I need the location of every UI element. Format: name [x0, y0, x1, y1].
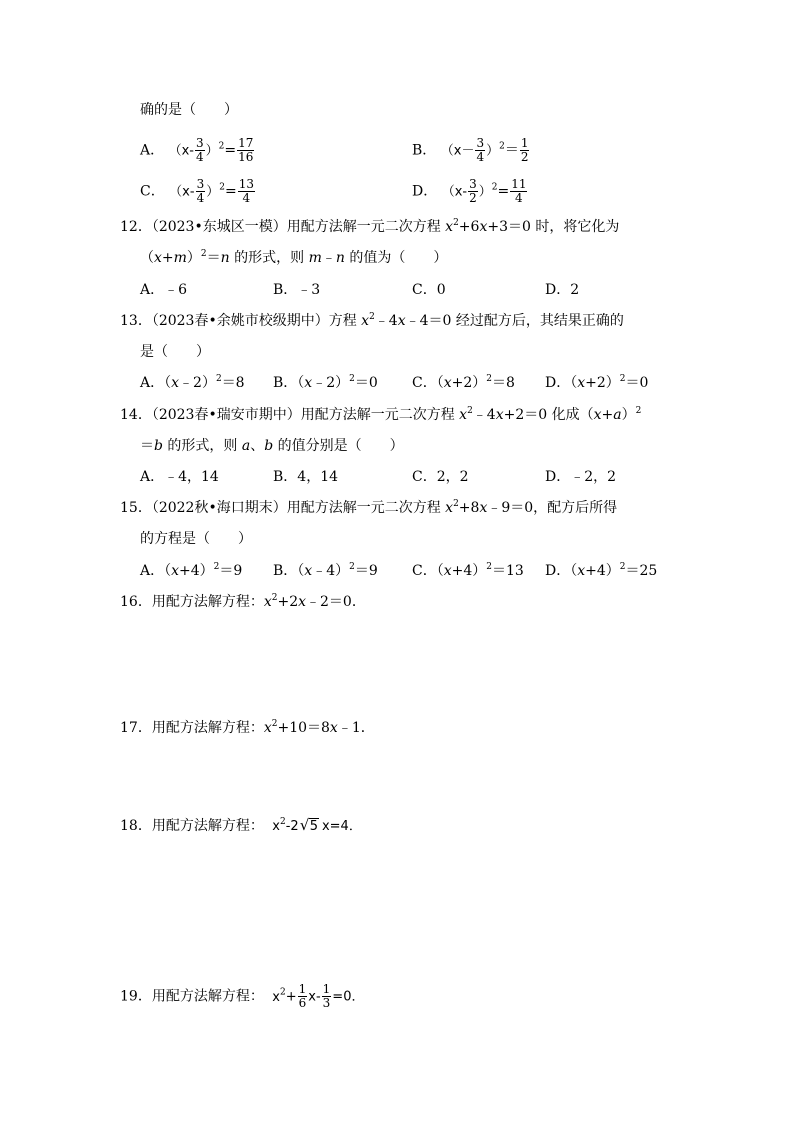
- square-root: √ 5: [299, 816, 318, 834]
- q15-stem-line2: 的方程是（ ）: [140, 531, 252, 547]
- option-label: D．: [412, 183, 438, 200]
- fraction: $\frac{3}{4}$: [196, 177, 205, 205]
- q11-option-d[interactable]: D． （x- $\frac{3}{2}$ ）$^2$= $\frac{11}{4}$: [412, 177, 527, 205]
- q11-option-c[interactable]: C． （x- $\frac{3}{4}$ ）$^2$= $\frac{13}{4}$: [140, 177, 254, 205]
- q13-option-a[interactable]: A．（x﹣2）$^2$＝8: [140, 374, 245, 391]
- q15-stem-line1: 15．（2022秋•海口期末）用配方法解一元二次方程 $x^2+8x﹣9=0$，配方后所得: [120, 499, 618, 516]
- fraction: $\frac{11}{4}$: [511, 177, 527, 205]
- q16-stem: 16．用配方法解方程：$x^2+2x﹣2=0$．: [120, 593, 366, 610]
- q14-stem-line1: 14．（2023春•瑞安市期中）用配方法解一元二次方程 $x^2﹣4x+2=0$ 化成$(x+a)^2$: [120, 406, 642, 423]
- q12-option-c[interactable]: C．0: [412, 282, 446, 298]
- q15-option-c[interactable]: C．$(x+4)^2=13$: [412, 562, 524, 579]
- q14-option-d[interactable]: D．﹣2，2: [545, 469, 617, 485]
- q18-stem: 18．用配方法解方程： $x^2-2$ √ 5 x=4．: [120, 816, 362, 837]
- q15-option-b[interactable]: B．（x﹣4）$^2$＝9: [273, 562, 378, 579]
- q14-option-b[interactable]: B．4，14: [273, 469, 339, 485]
- q15-option-d[interactable]: D．$(x+4)^2=25$: [545, 562, 658, 579]
- q12-stem-line1: 12．（2023•东城区一模）用配方法解一元二次方程 $x^2+6x+3=0$ 时，将它化为: [120, 218, 620, 235]
- option-label: B．: [412, 142, 437, 159]
- q11-option-a[interactable]: A． （x- $\frac{3}{4}$ ）$^2$= $\frac{17}{16}$: [140, 136, 254, 164]
- fraction: $\frac{1}{3}$: [322, 982, 331, 1010]
- q13-stem-line2: 是（ ）: [140, 344, 210, 360]
- q14-option-a[interactable]: A．﹣4，14: [140, 469, 219, 485]
- q13-stem-line1: 13．（2023春•余姚市校级期中）方程 $x^2﹣4x﹣4=0$ 经过配方后，其结果正确的: [120, 312, 624, 329]
- fraction: $\frac{13}{4}$: [238, 177, 254, 205]
- q11-continuation: 确的是（ ）: [140, 102, 238, 118]
- q19-stem: 19．用配方法解方程： $x^2+$ $\frac{1}{6}$ x- $\frac{1}{3}$ =0．: [120, 982, 365, 1010]
- q11-option-b[interactable]: B． （x－ $\frac{3}{4}$ ）$^2$＝ $\frac{1}{2}$: [412, 136, 529, 164]
- fraction: $\frac{3}{4}$: [476, 136, 485, 164]
- fraction: $\frac{3}{4}$: [195, 136, 204, 164]
- q12-option-a[interactable]: A．﹣6: [140, 282, 188, 298]
- q12-option-d[interactable]: D．2: [545, 282, 580, 298]
- option-label: A．: [140, 142, 165, 159]
- q14-stem-line2: ＝b 的形式，则 a、b 的值分别是（ ）: [140, 438, 404, 454]
- q15-option-a[interactable]: A．$(x+4)^2=9$: [140, 562, 243, 579]
- fraction: $\frac{1}{6}$: [298, 982, 307, 1010]
- option-label: C．: [140, 183, 165, 200]
- q14-option-c[interactable]: C．2，2: [412, 469, 469, 485]
- q13-option-b[interactable]: B．（x﹣2）$^2$＝0: [273, 374, 378, 391]
- q12-stem-line2: $(x+m)^2=n$ 的形式，则 m﹣n 的值为（ ）: [140, 249, 448, 266]
- q13-option-d[interactable]: D．$(x+2)^2=0$: [545, 374, 649, 391]
- fraction: $\frac{3}{2}$: [469, 177, 477, 205]
- q12-option-b[interactable]: B．﹣3: [273, 282, 321, 298]
- q17-stem: 17．用配方法解方程：$x^2+10=8x﹣1$．: [120, 719, 375, 736]
- q13-option-c[interactable]: C．$(x+2)^2=8$: [412, 374, 515, 391]
- fraction: $\frac{17}{16}$: [238, 136, 254, 164]
- fraction: $\frac{1}{2}$: [520, 136, 529, 164]
